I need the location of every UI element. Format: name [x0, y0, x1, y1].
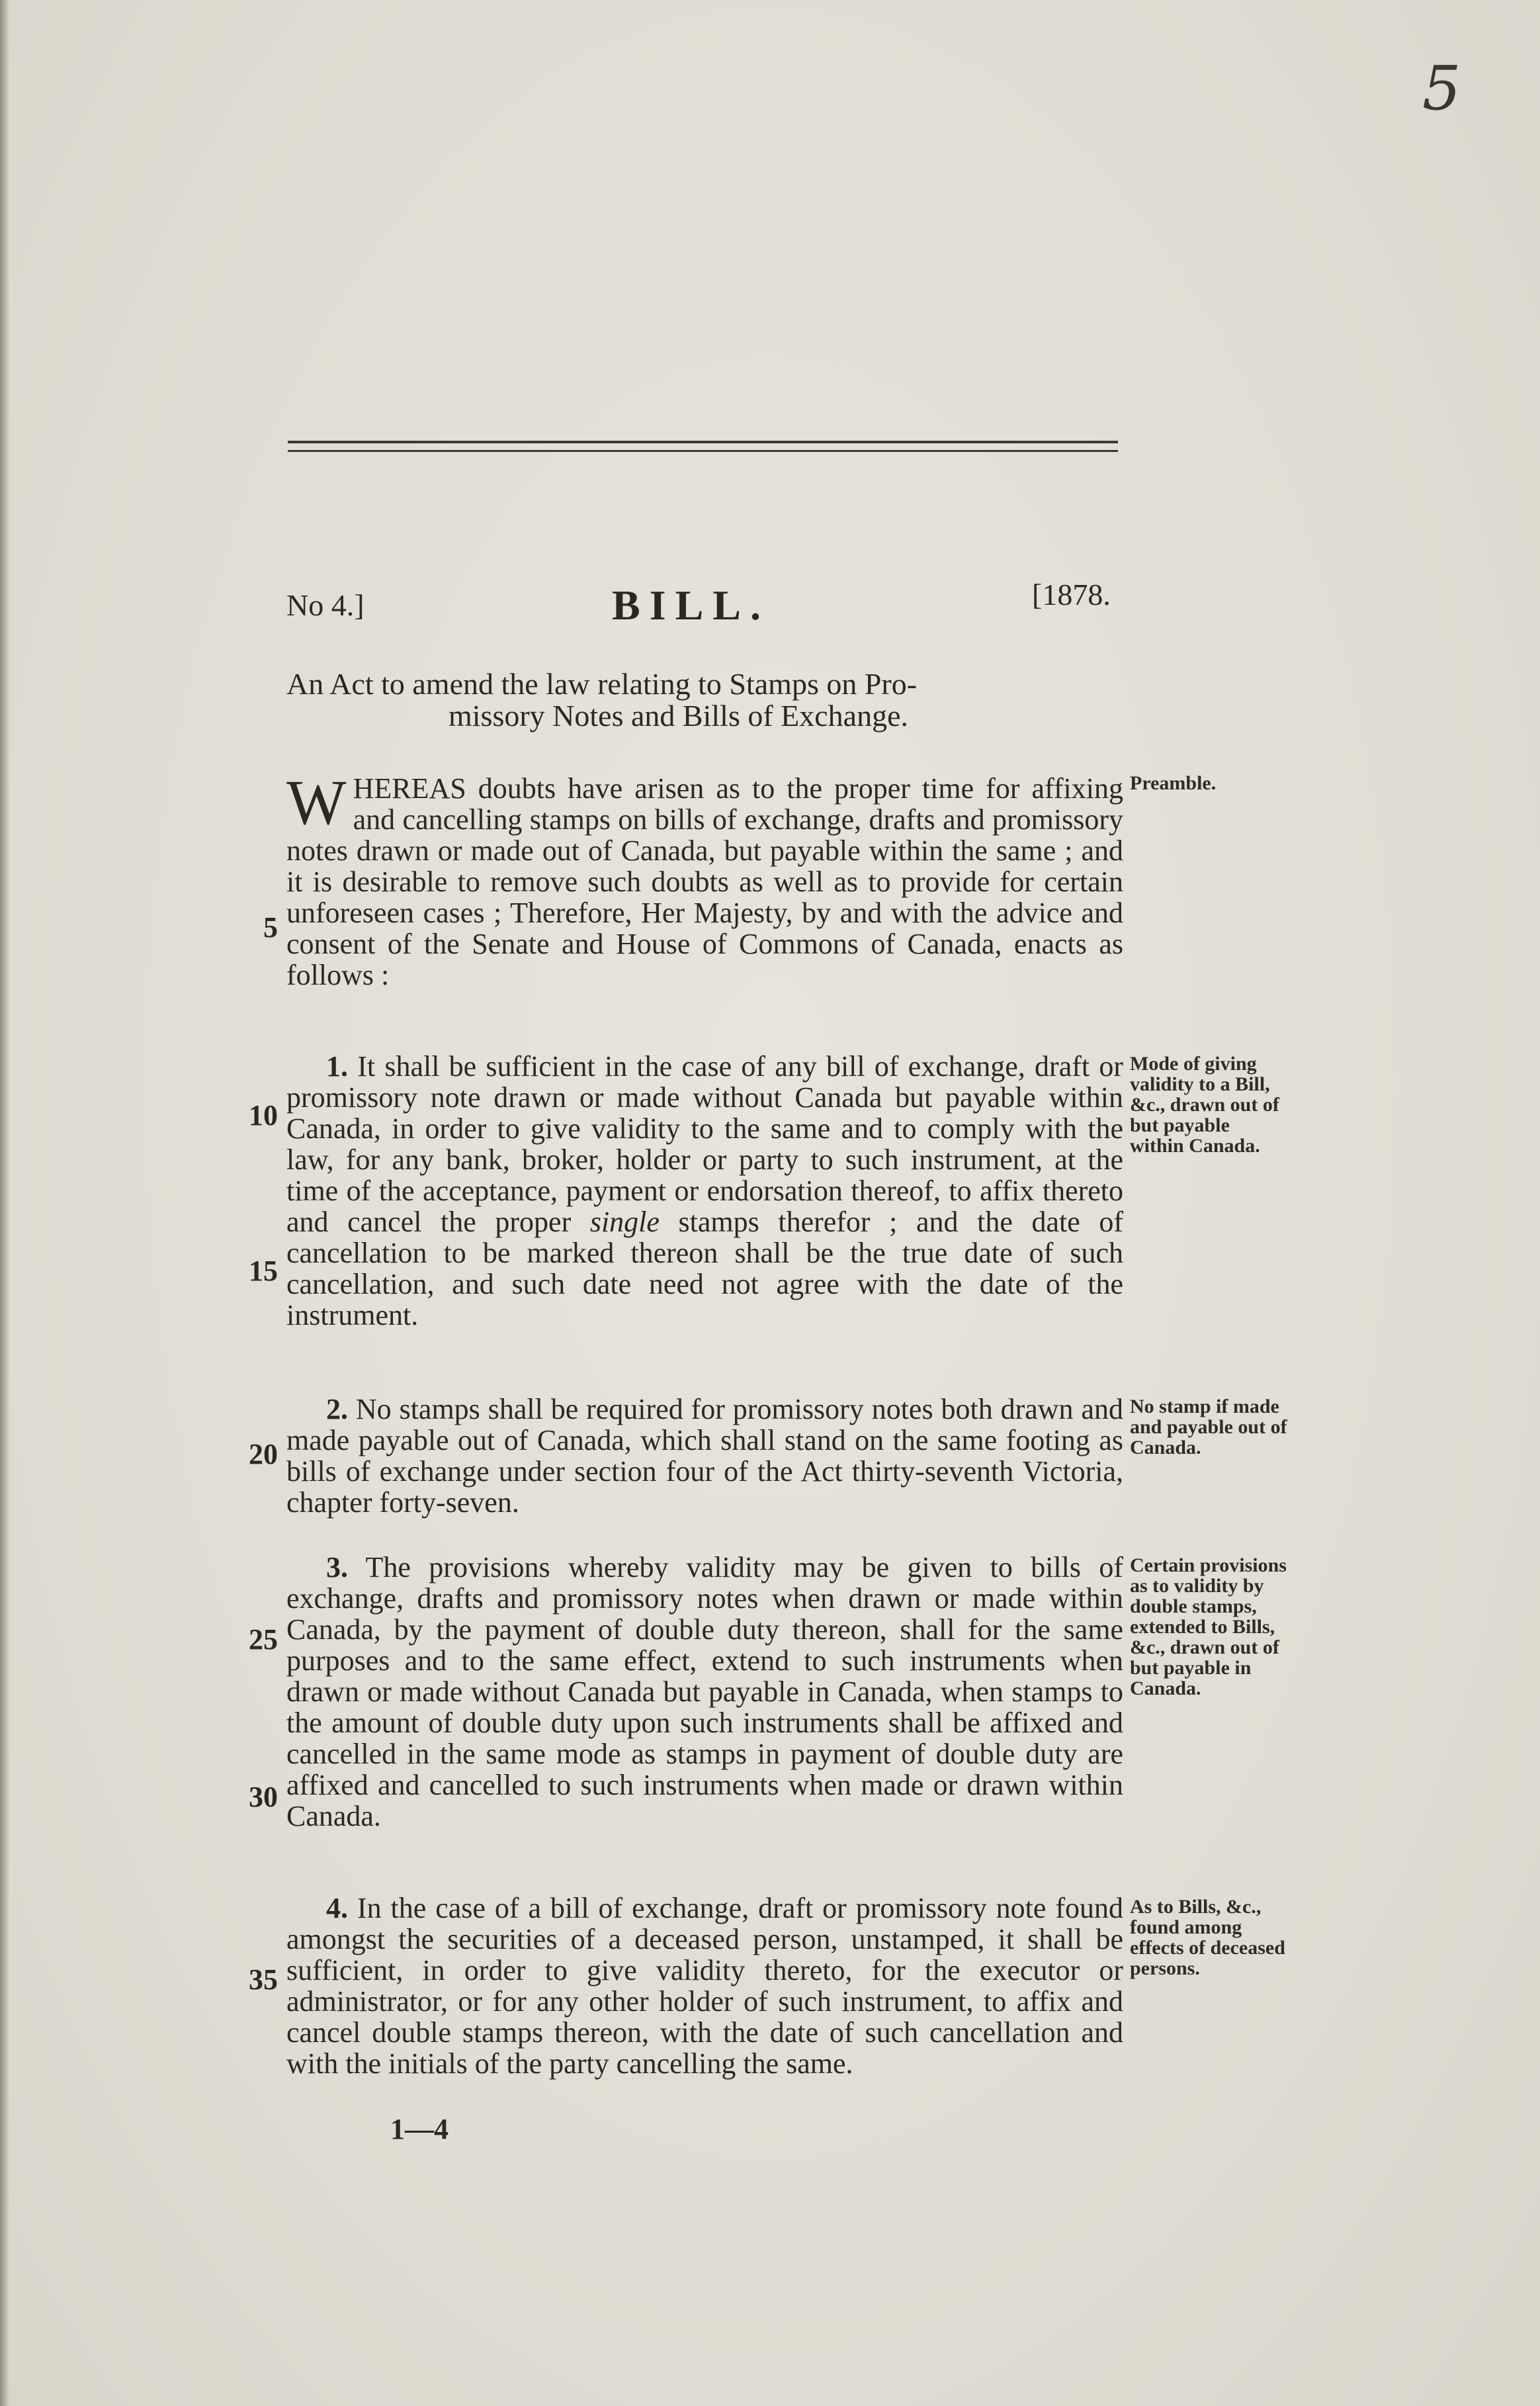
margin-note-section-4: As to Bills, &c., found among effects of deceased persons. [1130, 1896, 1285, 1979]
preamble-text: HEREAS doubts have arisen as to the proper time for affixing and cancelling stamps on bills of exchange, drafts and promissory notes drawn or made out of Canada, but payable within the same ; and it is desirable to remove such doubts as well as to provide for certain unforeseen cases ; Therefore, Her Majesty, by and with the advice and consent of the Senate and House of Commons of Canada, enacts as follows : [286, 772, 1123, 991]
bill-heading: BILL. [612, 582, 770, 629]
line-number-30: 30 [249, 1781, 278, 1813]
margin-note-section-3: Certain provisions as to validity by double stamps, extended to Bills, &c., drawn out of but payable in Canada. [1130, 1554, 1287, 1699]
section-1-emphasis: single [589, 1206, 660, 1238]
section-2-text: No stamps shall be required for promissory notes both drawn and made payable out of Canada, which shall stand on the same footing as bills of exchange under section four of the Act thirty-seventh Victoria, chapter forty-seven. [286, 1393, 1123, 1519]
signature-mark: 1—4 [390, 2113, 449, 2145]
preamble-drop-cap: W [286, 767, 347, 838]
section-2-number: 2. [326, 1393, 348, 1425]
act-title-line-1: An Act to amend the law relating to Stamps on Pro- [286, 667, 918, 701]
section-4-number: 4. [326, 1892, 348, 1924]
margin-note-section-1: Mode of giving validity to a Bill, &c., drawn out of but payable within Canada. [1130, 1053, 1279, 1157]
line-number-35: 35 [249, 1963, 278, 1996]
line-number-10: 10 [249, 1099, 278, 1132]
act-title-line-2: missory Notes and Bills of Exchange. [449, 699, 909, 733]
section-3 [286, 1552, 1123, 1832]
section-1-number: 1. [326, 1050, 348, 1083]
header-rule-double [288, 450, 1118, 452]
section-1 [286, 1051, 1123, 1331]
preamble [286, 767, 1123, 991]
act-title [286, 668, 1123, 732]
section-4-text: In the case of a bill of exchange, draft or promissory note found amongst the securities of a deceased person, unstamped, it shall be sufficient, in order to give validity thereto, for the executor or administrator, or for any other holder of such instrument, to affix and cancel double stamps thereon, with the date of such cancellation and with the initials of the party cancelling the same. [286, 1892, 1123, 2080]
section-2 [286, 1394, 1123, 1518]
bill-number: No 4.] [286, 588, 364, 622]
page-number: 5 [1422, 53, 1461, 124]
line-number-5: 5 [263, 911, 278, 944]
header-rule [288, 441, 1118, 443]
line-number-15: 15 [249, 1255, 278, 1287]
section-3-text: The provisions whereby validity may be given to bills of exchange, drafts and promissory notes when drawn or made within Canada, by the payment of double duty thereon, shall for the same purposes and to the same effect, extend to such instruments when drawn or made without Canada but payable in Canada, when stamps to the amount of double duty upon such instruments shall be affixed and cancelled in the same mode as stamps in payment of double duty are affixed and cancelled to such instruments when made or drawn within Canada. [286, 1551, 1123, 1832]
section-3-number: 3. [326, 1551, 348, 1583]
binding-edge [0, 0, 9, 2406]
line-number-25: 25 [249, 1623, 278, 1656]
margin-note-preamble: Preamble. [1130, 772, 1217, 794]
bill-year: [1878. [1032, 578, 1111, 611]
section-4 [286, 1893, 1123, 2079]
margin-note-section-2: No stamp if made and payable out of Canada. [1130, 1396, 1287, 1458]
section-1-text-b: stamps therefor ; and the date of cancellation to be marked thereon shall be the true date of such cancellation, and such date need not agree with the date of the instrument. [286, 1206, 1123, 1331]
line-number-20: 20 [249, 1438, 278, 1470]
section-1-text-a: It shall be sufficient in the case of any bill of exchange, draft or promissory note drawn or made without Canada but payable within Canada, in order to give validity to the same and to comply with the law, for any bank, broker, holder or party to such instrument, at the time of the acceptance, payment or endorsation thereof, to affix thereto and cancel the proper [286, 1050, 1123, 1238]
